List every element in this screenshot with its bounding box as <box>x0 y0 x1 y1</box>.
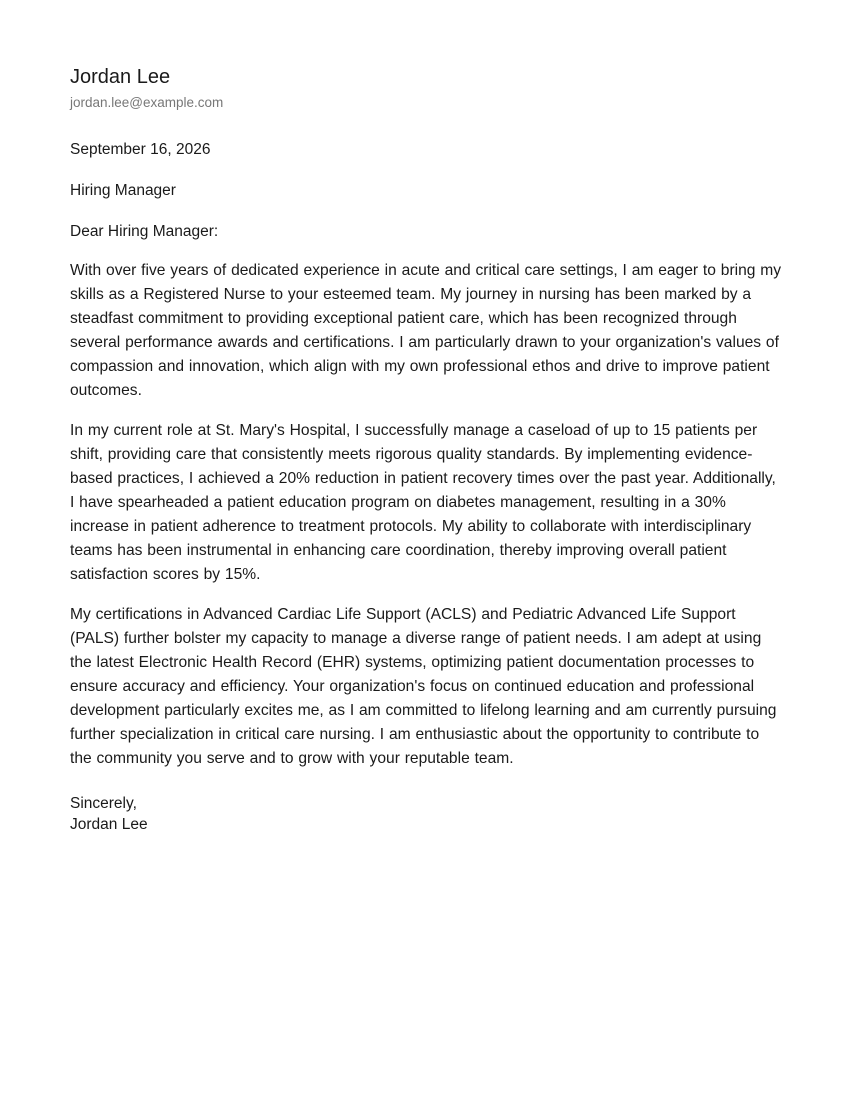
letter-body <box>70 259 782 771</box>
sender-email: jordan.lee@example.com <box>70 95 224 110</box>
letter-date: September 16, 2026 <box>70 141 211 158</box>
valediction: Sincerely, <box>70 795 137 812</box>
body-paragraph-3: My certifications in Advanced Cardiac Life Support (ACLS) and Pediatric Advanced Life Support (PALS) further bolster my capacity to manage a diverse range of patient needs. I am adept at using the latest Electronic Health Record (EHR) systems, optimizing patient documentation processes to ensure accuracy and efficiency. Your organization's focus on continued education and professional development particularly excites me, as I am committed to lifelong learning and am currently pursuing further specialization in critical care nursing. I am enthusiastic about the opportunity to contribute to the community you serve and to grow with your reputable team. <box>70 606 777 767</box>
body-paragraph-1: With over five years of dedicated experience in acute and critical care settings, I am eager to bring my skills as a Registered Nurse to your esteemed team. My journey in nursing has been marked by a steadfast commitment to providing exceptional patient care, which has been recognized through several performance awards and certifications. I am particularly drawn to your organization's values of compassion and innovation, which align with my own professional ethos and drive to improve patient outcomes. <box>70 262 782 399</box>
recipient-name: Hiring Manager <box>70 182 176 199</box>
signature-name: Jordan Lee <box>70 816 148 833</box>
sender-name: Jordan Lee <box>70 66 171 88</box>
letter-closing <box>70 793 780 835</box>
salutation: Dear Hiring Manager: <box>70 223 219 240</box>
body-paragraph-2: In my current role at St. Mary's Hospital, I successfully manage a caseload of up to 15 patients per shift, providing care that consistently meets rigorous quality standards. By implementing evidence-based practices, I achieved a 20% reduction in patient recovery times over the past year. Additionally, I have spearheaded a patient education program on diabetes management, resulting in a 30% increase in patient adherence to treatment protocols. My ability to collaborate with interdisciplinary teams has been instrumental in enhancing care coordination, thereby improving overall patient satisfaction scores by 15%. <box>70 422 776 583</box>
